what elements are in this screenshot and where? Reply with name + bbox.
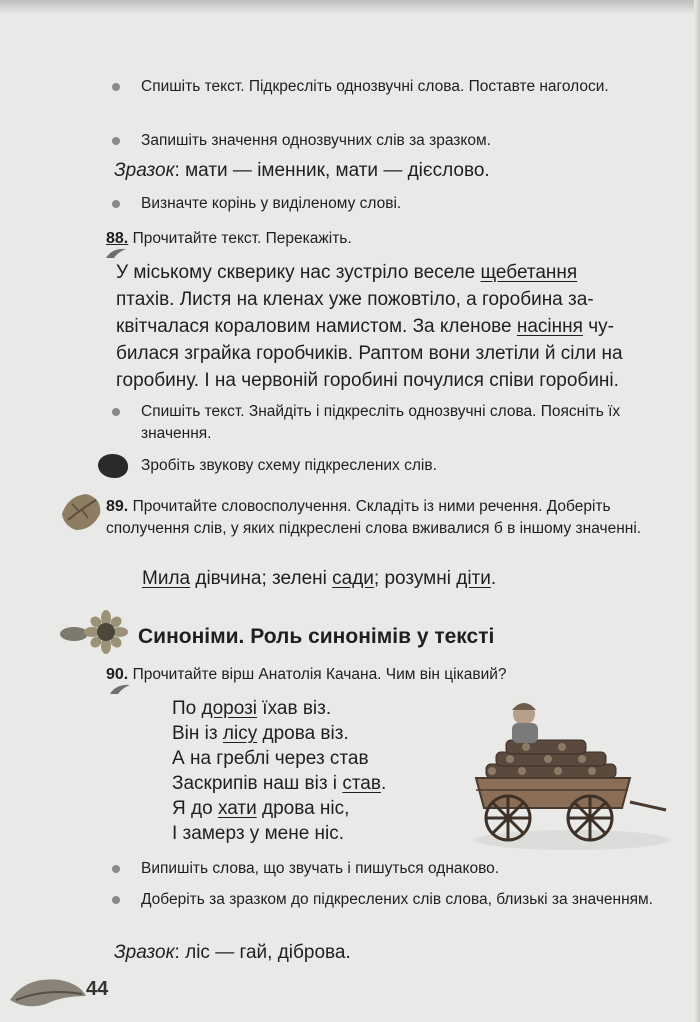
bullet-dot (112, 408, 120, 416)
poem-line: Заскрипів наш віз і став. (172, 773, 387, 794)
task87-bullet-2: Запишіть значення однозвучних слів за зразком. (112, 130, 668, 152)
task90-sample: Зразок: ліс — гай, діброва. (114, 942, 351, 963)
poem (172, 696, 386, 846)
bullet-dot (112, 896, 120, 904)
page-top-edge (0, 0, 700, 14)
leaf-icon (58, 490, 104, 534)
task89-header: 89. Прочитайте словосполучення. Складіть із ними речення. Доберіть сполучення слів, у яких підкреслені слова вживалися б в іншому значенні. (106, 498, 642, 537)
sound-scheme-icon (98, 454, 128, 478)
page-number: 44 (86, 978, 109, 1000)
task88-header: 88. Прочитайте текст. Перекажіть. (106, 230, 352, 247)
task90-header: 90. Прочитайте вірш Анатолія Качана. Чим він цікавий? (106, 666, 507, 683)
bullet-dot (112, 83, 120, 91)
bullet-dot (112, 200, 120, 208)
poem-line: По дорозі їхав віз. (172, 698, 332, 719)
bullet-dot (112, 865, 120, 873)
bullet-dot (112, 137, 120, 145)
page-right-edge (694, 0, 700, 1022)
task88-bullet-2: Зробіть звукову схему підкреслених слів. (112, 455, 668, 477)
poem-line: А на греблі через став (172, 748, 369, 769)
task87-bullet-3: Визначте корінь у виділеному слові. (112, 193, 668, 215)
task88-text: У міському скверику нас зустріло веселе щебетання птахів. Листя на кленах уже пожовтіло, а горобина за- квітчалася кораловим намистом. За кленове насіння чу- билася зграйка горобчиків. Раптом вони злетіли й сіли на горобину. І на червоній горобині почулися співи горобині. (116, 262, 623, 391)
task89-phrases: Мила дівчина; зелені сади; розумні діти. (142, 568, 497, 589)
section-heading: Синоніми. Роль синонімів у тексті (138, 625, 495, 648)
task88-bullet-1: Спишіть текст. Знайдіть і підкресліть однозвучні слова. Поясніть їх значення. (112, 401, 668, 445)
sunflower-icon (60, 610, 132, 654)
cart-illustration (462, 690, 670, 854)
task87-bullet-1: Спишіть текст. Підкресліть однозвучні слова. Поставте наголоси. (112, 76, 668, 98)
poem-line: Я до хати дрова ніс, (172, 798, 350, 819)
task90-bullet-2: Доберіть за зразком до підкреслених слів слова, близькі за значенням. (112, 889, 668, 911)
leaf-ornament-icon (6, 966, 90, 1010)
poem-line: І замерз у мене ніс. (172, 823, 345, 844)
poem-line: Він із лісу дрова віз. (172, 723, 349, 744)
task87-sample: Зразок: мати — іменник, мати — дієслово. (114, 160, 490, 181)
task90-bullet-1: Випишіть слова, що звучать і пишуться однаково. (112, 858, 668, 880)
